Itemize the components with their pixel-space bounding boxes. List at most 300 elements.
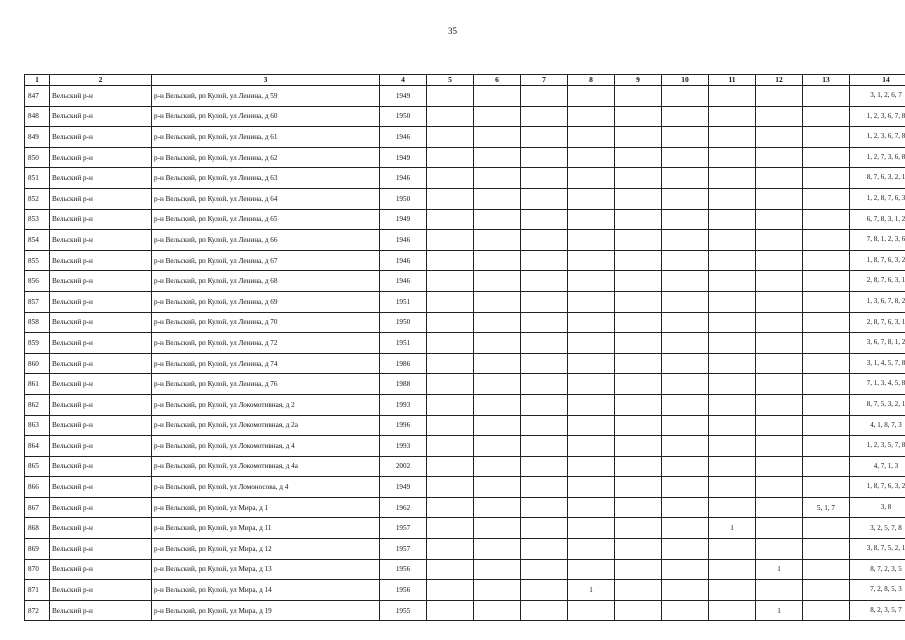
cell-col-11	[709, 333, 756, 354]
cell-col-3: р-н Вельский, рп Кулой, ул Локомотивная, д 2а	[152, 415, 380, 436]
cell-col-13	[803, 456, 850, 477]
cell-col-12	[756, 497, 803, 518]
cell-col-10	[662, 86, 709, 107]
cell-col-8	[568, 188, 615, 209]
cell-col-1: 861	[25, 374, 50, 395]
cell-col-8	[568, 127, 615, 148]
cell-col-8	[568, 497, 615, 518]
table-row	[25, 477, 905, 498]
cell-col-7	[521, 477, 568, 498]
cell-col-2: Вельский р-н	[50, 168, 152, 189]
cell-col-10	[662, 106, 709, 127]
cell-col-9	[615, 600, 662, 621]
cell-col-6	[474, 477, 521, 498]
cell-col-9	[615, 559, 662, 580]
table-row	[25, 394, 905, 415]
cell-col-13	[803, 580, 850, 601]
cell-col-14: 1, 8, 7, 6, 3, 2	[850, 250, 905, 271]
cell-col-12	[756, 333, 803, 354]
cell-col-13	[803, 230, 850, 251]
cell-col-14: 3, 1, 2, 6, 7	[850, 86, 905, 107]
cell-col-14: 8, 7, 5, 3, 2, 1	[850, 394, 905, 415]
cell-col-5	[427, 312, 474, 333]
cell-col-9	[615, 497, 662, 518]
cell-col-1: 859	[25, 333, 50, 354]
cell-col-5	[427, 168, 474, 189]
cell-col-11	[709, 394, 756, 415]
cell-col-14: 1, 2, 7, 3, 6, 8	[850, 147, 905, 168]
table-row	[25, 415, 905, 436]
cell-col-5	[427, 539, 474, 560]
page-number: 35	[448, 26, 457, 36]
cell-col-1: 854	[25, 230, 50, 251]
column-header-3: 3	[152, 75, 380, 86]
column-header-13: 13	[803, 75, 850, 86]
cell-col-4: 1988	[380, 374, 427, 395]
cell-col-7	[521, 456, 568, 477]
cell-col-7	[521, 497, 568, 518]
cell-col-9	[615, 436, 662, 457]
column-header-2: 2	[50, 75, 152, 86]
cell-col-4: 1955	[380, 600, 427, 621]
cell-col-5	[427, 127, 474, 148]
cell-col-12	[756, 477, 803, 498]
cell-col-10	[662, 188, 709, 209]
cell-col-9	[615, 580, 662, 601]
cell-col-6	[474, 456, 521, 477]
cell-col-1: 848	[25, 106, 50, 127]
table-row	[25, 559, 905, 580]
cell-col-2: Вельский р-н	[50, 127, 152, 148]
column-header-10: 10	[662, 75, 709, 86]
cell-col-2: Вельский р-н	[50, 209, 152, 230]
cell-col-5	[427, 456, 474, 477]
cell-col-1: 847	[25, 86, 50, 107]
cell-col-6	[474, 394, 521, 415]
cell-col-8	[568, 106, 615, 127]
cell-col-7	[521, 559, 568, 580]
cell-col-11	[709, 209, 756, 230]
cell-col-12	[756, 374, 803, 395]
cell-col-11	[709, 436, 756, 457]
cell-col-12	[756, 188, 803, 209]
cell-col-12	[756, 147, 803, 168]
cell-col-13	[803, 188, 850, 209]
cell-col-10	[662, 559, 709, 580]
cell-col-11	[709, 188, 756, 209]
cell-col-14: 3, 8	[850, 497, 905, 518]
cell-col-4: 1946	[380, 230, 427, 251]
cell-col-4: 1996	[380, 415, 427, 436]
cell-col-13	[803, 250, 850, 271]
cell-col-7	[521, 333, 568, 354]
cell-col-5	[427, 271, 474, 292]
cell-col-14: 7, 8, 1, 2, 3, 6	[850, 230, 905, 251]
cell-col-11	[709, 86, 756, 107]
cell-col-8	[568, 333, 615, 354]
cell-col-7	[521, 518, 568, 539]
cell-col-14: 8, 7, 6, 3, 2, 1	[850, 168, 905, 189]
column-header-8: 8	[568, 75, 615, 86]
cell-col-13	[803, 600, 850, 621]
cell-col-1: 872	[25, 600, 50, 621]
cell-col-4: 1957	[380, 518, 427, 539]
cell-col-4: 1946	[380, 168, 427, 189]
table-row	[25, 312, 905, 333]
cell-col-10	[662, 374, 709, 395]
cell-col-5	[427, 230, 474, 251]
cell-col-10	[662, 497, 709, 518]
cell-col-12	[756, 353, 803, 374]
cell-col-14: 3, 6, 7, 8, 1, 2	[850, 333, 905, 354]
cell-col-7	[521, 353, 568, 374]
cell-col-2: Вельский р-н	[50, 374, 152, 395]
cell-col-5	[427, 106, 474, 127]
cell-col-2: Вельский р-н	[50, 456, 152, 477]
cell-col-9	[615, 477, 662, 498]
cell-col-1: 855	[25, 250, 50, 271]
cell-col-2: Вельский р-н	[50, 580, 152, 601]
table-row	[25, 106, 905, 127]
cell-col-3: р-н Вельский, рп Кулой, ул Ленина, д 61	[152, 127, 380, 148]
cell-col-1: 866	[25, 477, 50, 498]
table-row	[25, 353, 905, 374]
cell-col-6	[474, 539, 521, 560]
cell-col-12: 1	[756, 559, 803, 580]
cell-col-8	[568, 230, 615, 251]
cell-col-12	[756, 209, 803, 230]
cell-col-4: 1993	[380, 436, 427, 457]
cell-col-14: 2, 8, 7, 6, 3, 1	[850, 312, 905, 333]
cell-col-8	[568, 559, 615, 580]
cell-col-4: 2002	[380, 456, 427, 477]
cell-col-5	[427, 436, 474, 457]
cell-col-11	[709, 497, 756, 518]
cell-col-5	[427, 374, 474, 395]
column-header-1: 1	[25, 75, 50, 86]
cell-col-5	[427, 353, 474, 374]
cell-col-14: 7, 1, 3, 4, 5, 8	[850, 374, 905, 395]
cell-col-11	[709, 147, 756, 168]
cell-col-5	[427, 477, 474, 498]
cell-col-2: Вельский р-н	[50, 230, 152, 251]
cell-col-6	[474, 374, 521, 395]
table-row	[25, 86, 905, 107]
cell-col-4: 1949	[380, 147, 427, 168]
cell-col-11	[709, 580, 756, 601]
cell-col-1: 856	[25, 271, 50, 292]
cell-col-13	[803, 106, 850, 127]
cell-col-3: р-н Вельский, рп Кулой, ул Ленина, д 60	[152, 106, 380, 127]
cell-col-9	[615, 127, 662, 148]
cell-col-14: 4, 7, 1, 3	[850, 456, 905, 477]
cell-col-2: Вельский р-н	[50, 497, 152, 518]
cell-col-9	[615, 394, 662, 415]
cell-col-7	[521, 436, 568, 457]
cell-col-2: Вельский р-н	[50, 600, 152, 621]
table-row	[25, 271, 905, 292]
cell-col-8	[568, 353, 615, 374]
cell-col-10	[662, 353, 709, 374]
cell-col-4: 1946	[380, 250, 427, 271]
cell-col-6	[474, 147, 521, 168]
cell-col-8	[568, 250, 615, 271]
cell-col-10	[662, 600, 709, 621]
cell-col-3: р-н Вельский, рп Кулой, ул Ленина, д 76	[152, 374, 380, 395]
cell-col-6	[474, 168, 521, 189]
table-row	[25, 168, 905, 189]
cell-col-8	[568, 291, 615, 312]
cell-col-9	[615, 374, 662, 395]
cell-col-2: Вельский р-н	[50, 436, 152, 457]
cell-col-9	[615, 106, 662, 127]
cell-col-10	[662, 250, 709, 271]
table-row	[25, 436, 905, 457]
cell-col-1: 851	[25, 168, 50, 189]
cell-col-3: р-н Вельский, рп Кулой, ул Ленина, д 69	[152, 291, 380, 312]
cell-col-5	[427, 291, 474, 312]
cell-col-12	[756, 271, 803, 292]
cell-col-8	[568, 168, 615, 189]
cell-col-4: 1956	[380, 559, 427, 580]
table-row	[25, 291, 905, 312]
cell-col-5	[427, 86, 474, 107]
cell-col-13	[803, 518, 850, 539]
cell-col-8	[568, 312, 615, 333]
cell-col-6	[474, 188, 521, 209]
cell-col-10	[662, 539, 709, 560]
cell-col-9	[615, 353, 662, 374]
cell-col-11	[709, 600, 756, 621]
cell-col-9	[615, 209, 662, 230]
cell-col-3: р-н Вельский, рп Кулой, ул Мира, д 14	[152, 580, 380, 601]
cell-col-12	[756, 436, 803, 457]
cell-col-10	[662, 291, 709, 312]
cell-col-1: 867	[25, 497, 50, 518]
table-row	[25, 333, 905, 354]
cell-col-14: 8, 7, 2, 3, 5	[850, 559, 905, 580]
cell-col-12	[756, 250, 803, 271]
cell-col-14: 1, 2, 8, 7, 6, 3	[850, 188, 905, 209]
cell-col-1: 852	[25, 188, 50, 209]
cell-col-14: 6, 7, 8, 3, 1, 2	[850, 209, 905, 230]
cell-col-11	[709, 312, 756, 333]
cell-col-13	[803, 436, 850, 457]
cell-col-3: р-н Вельский, рп Кулой, ул Ленина, д 66	[152, 230, 380, 251]
cell-col-13	[803, 415, 850, 436]
cell-col-2: Вельский р-н	[50, 312, 152, 333]
cell-col-8	[568, 374, 615, 395]
cell-col-5	[427, 415, 474, 436]
cell-col-3: р-н Вельский, рп Кулой, ул Ленина, д 62	[152, 147, 380, 168]
cell-col-8	[568, 600, 615, 621]
cell-col-12	[756, 415, 803, 436]
cell-col-5	[427, 394, 474, 415]
cell-col-8	[568, 209, 615, 230]
cell-col-14: 1, 8, 7, 6, 3, 2	[850, 477, 905, 498]
cell-col-9	[615, 333, 662, 354]
cell-col-11	[709, 271, 756, 292]
cell-col-6	[474, 250, 521, 271]
cell-col-4: 1949	[380, 209, 427, 230]
cell-col-5	[427, 147, 474, 168]
cell-col-5	[427, 580, 474, 601]
cell-col-14: 3, 1, 4, 5, 7, 8	[850, 353, 905, 374]
cell-col-7	[521, 209, 568, 230]
cell-col-3: р-н Вельский, рп Кулой, ул Локомотивная, д 4	[152, 436, 380, 457]
cell-col-7	[521, 394, 568, 415]
cell-col-12	[756, 291, 803, 312]
cell-col-12	[756, 312, 803, 333]
table-row	[25, 456, 905, 477]
cell-col-2: Вельский р-н	[50, 394, 152, 415]
cell-col-1: 858	[25, 312, 50, 333]
table-row	[25, 147, 905, 168]
cell-col-7	[521, 230, 568, 251]
cell-col-7	[521, 250, 568, 271]
cell-col-3: р-н Вельский, рп Кулой, ул Ломоносова, д 4	[152, 477, 380, 498]
cell-col-5	[427, 188, 474, 209]
cell-col-8	[568, 147, 615, 168]
cell-col-2: Вельский р-н	[50, 539, 152, 560]
cell-col-13	[803, 353, 850, 374]
cell-col-3: р-н Вельский, рп Кулой, ул Локомотивная, д 4а	[152, 456, 380, 477]
cell-col-2: Вельский р-н	[50, 188, 152, 209]
cell-col-13	[803, 539, 850, 560]
cell-col-10	[662, 271, 709, 292]
cell-col-2: Вельский р-н	[50, 333, 152, 354]
cell-col-10	[662, 168, 709, 189]
cell-col-6	[474, 353, 521, 374]
cell-col-1: 853	[25, 209, 50, 230]
cell-col-14: 8, 2, 3, 5, 7	[850, 600, 905, 621]
cell-col-3: р-н Вельский, рп Кулой, ул Ленина, д 63	[152, 168, 380, 189]
cell-col-11	[709, 127, 756, 148]
cell-col-7	[521, 312, 568, 333]
cell-col-6	[474, 497, 521, 518]
cell-col-12	[756, 539, 803, 560]
cell-col-8	[568, 539, 615, 560]
cell-col-3: р-н Вельский, рп Кулой, ул Ленина, д 67	[152, 250, 380, 271]
cell-col-4: 1946	[380, 271, 427, 292]
cell-col-2: Вельский р-н	[50, 106, 152, 127]
cell-col-10	[662, 312, 709, 333]
cell-col-4: 1946	[380, 127, 427, 148]
cell-col-8	[568, 477, 615, 498]
cell-col-1: 857	[25, 291, 50, 312]
cell-col-11	[709, 374, 756, 395]
cell-col-1: 869	[25, 539, 50, 560]
cell-col-14: 3, 8, 7, 5, 2, 1	[850, 539, 905, 560]
cell-col-5	[427, 559, 474, 580]
cell-col-11	[709, 291, 756, 312]
column-header-9: 9	[615, 75, 662, 86]
cell-col-3: р-н Вельский, рп Кулой, ул Ленина, д 65	[152, 209, 380, 230]
cell-col-3: р-н Вельский, рп Кулой, ул Мира, д 19	[152, 600, 380, 621]
cell-col-13	[803, 209, 850, 230]
cell-col-10	[662, 436, 709, 457]
cell-col-3: р-н Вельский, рп Кулой, ул Мира, д 11	[152, 518, 380, 539]
header-row	[25, 75, 905, 86]
cell-col-2: Вельский р-н	[50, 477, 152, 498]
cell-col-13	[803, 127, 850, 148]
cell-col-1: 870	[25, 559, 50, 580]
cell-col-4: 1957	[380, 539, 427, 560]
cell-col-6	[474, 312, 521, 333]
cell-col-8	[568, 271, 615, 292]
cell-col-3: р-н Вельский, рп Кулой, ул Ленина, д 59	[152, 86, 380, 107]
cell-col-14: 1, 3, 6, 7, 8, 2	[850, 291, 905, 312]
cell-col-6	[474, 333, 521, 354]
cell-col-9	[615, 312, 662, 333]
cell-col-2: Вельский р-н	[50, 86, 152, 107]
cell-col-14: 3, 2, 5, 7, 8	[850, 518, 905, 539]
cell-col-6	[474, 230, 521, 251]
column-header-12: 12	[756, 75, 803, 86]
cell-col-11	[709, 477, 756, 498]
cell-col-10	[662, 209, 709, 230]
cell-col-9	[615, 539, 662, 560]
cell-col-9	[615, 86, 662, 107]
cell-col-7	[521, 539, 568, 560]
cell-col-7	[521, 580, 568, 601]
column-header-4: 4	[380, 75, 427, 86]
cell-col-6	[474, 580, 521, 601]
cell-col-4: 1956	[380, 580, 427, 601]
cell-col-7	[521, 127, 568, 148]
cell-col-12	[756, 230, 803, 251]
column-header-11: 11	[709, 75, 756, 86]
cell-col-12	[756, 580, 803, 601]
column-header-14: 14	[850, 75, 905, 86]
cell-col-4: 1951	[380, 291, 427, 312]
cell-col-13	[803, 559, 850, 580]
cell-col-7	[521, 86, 568, 107]
cell-col-9	[615, 291, 662, 312]
cell-col-3: р-н Вельский, рп Кулой, ул Мира, д 12	[152, 539, 380, 560]
cell-col-10	[662, 415, 709, 436]
cell-col-4: 1950	[380, 312, 427, 333]
cell-col-13	[803, 291, 850, 312]
cell-col-9	[615, 456, 662, 477]
cell-col-8	[568, 456, 615, 477]
cell-col-4: 1950	[380, 188, 427, 209]
cell-col-5	[427, 518, 474, 539]
table-row	[25, 188, 905, 209]
cell-col-3: р-н Вельский, рп Кулой, ул Ленина, д 70	[152, 312, 380, 333]
cell-col-4: 1951	[380, 333, 427, 354]
cell-col-9	[615, 188, 662, 209]
cell-col-3: р-н Вельский, рп Кулой, ул Мира, д 1	[152, 497, 380, 518]
cell-col-10	[662, 518, 709, 539]
cell-col-1: 849	[25, 127, 50, 148]
cell-col-3: р-н Вельский, рп Кулой, ул Локомотивная, д 2	[152, 394, 380, 415]
cell-col-7	[521, 271, 568, 292]
table-row	[25, 209, 905, 230]
cell-col-14: 2, 8, 7, 6, 3, 1	[850, 271, 905, 292]
cell-col-10	[662, 333, 709, 354]
cell-col-12	[756, 456, 803, 477]
cell-col-8: 1	[568, 580, 615, 601]
cell-col-11	[709, 250, 756, 271]
cell-col-6	[474, 127, 521, 148]
cell-col-14: 4, 1, 8, 7, 3	[850, 415, 905, 436]
cell-col-13: 5, 1, 7	[803, 497, 850, 518]
cell-col-8	[568, 86, 615, 107]
cell-col-7	[521, 168, 568, 189]
cell-col-11	[709, 168, 756, 189]
column-header-5: 5	[427, 75, 474, 86]
